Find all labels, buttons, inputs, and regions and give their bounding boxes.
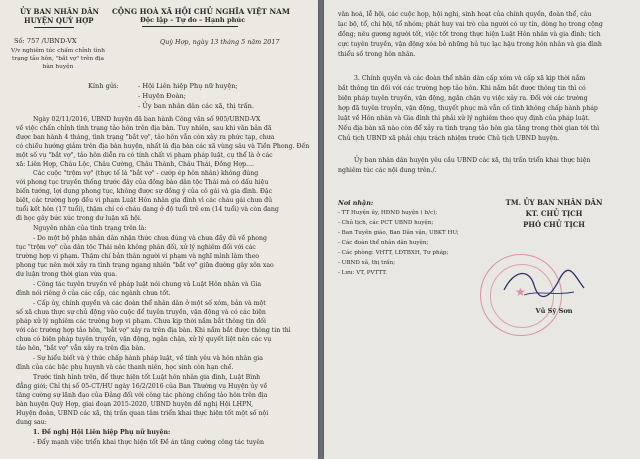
body-line: Huyện đoàn, UBND các xã, thị trấn quan tâm triển khai thực hiện tốt một số nội <box>16 410 269 417</box>
body-line: 1. Đề nghị Hội Liên hiệp Phụ nữ huyện: <box>33 429 171 436</box>
body-line: Các cuộc "trộm vợ" (thực tế là "bắt vợ" - cướp ép hôn nhân) không đúng <box>33 170 259 177</box>
body-line: có chiều hướng giảm trên địa bàn huyện, nhất là địa bàn các xã vùng sâu và Tiền Phong. Đến <box>16 143 310 150</box>
body-line: xã: Liên Hợp, Châu Lộc, Châu Cường, Châu Thành, Châu Thái, Đồng Hợp.... <box>16 161 255 168</box>
body-line: biện pháp tuyên truyền, vận động, ngăn chặn vụ việc xảy ra. Đối với các trường <box>338 95 588 102</box>
signature-org: TM. ỦY BAN NHÂN DÂN <box>505 198 603 207</box>
recipient-item: - UBND xã, thị trấn; <box>338 260 395 266</box>
body-line: trường hợp vi phạm. Thậm chí bản thân người vi phạm và nghĩ mình làm theo <box>16 253 260 260</box>
body-line: hợp đã tuyên truyền, vận động, thuyết phục mà vẫn cố tình không chấp hành pháp <box>338 105 598 112</box>
document-number: Số: 757 /UBND-VX <box>14 37 77 45</box>
document-page-right <box>324 0 640 459</box>
body-line: tăng cường sự lãnh đạo của Đảng đối với công tác phòng chống tảo hôn trên địa <box>16 392 268 399</box>
body-line: 3. Chính quyền và các đoàn thể nhân dân cấp xóm và cấp xã kịp thời nắm <box>354 75 586 82</box>
recipients-title: Nơi nhận: <box>338 199 374 207</box>
body-line: Chủ tịch UBND xã phải chịu trách nhiệm trước Chủ tịch UBND huyện. <box>338 135 560 142</box>
org-district: HUYỆN QUỲ HỢP <box>24 16 94 25</box>
signature-role: KT. CHỦ TỊCH <box>525 209 583 218</box>
nation-motto: Độc lập – Tự do – Hạnh phúc <box>140 16 246 24</box>
subject-line-2: trạng tảo hôn, "bắt vợ" trên địa <box>11 56 104 62</box>
body-line: đình của các bậc phụ huynh và các thanh niên, học sinh còn hạn chế. <box>16 364 234 371</box>
recipient-item: - Ban Tuyên giáo, Ban Dân vận, UBKT HU; <box>338 230 459 236</box>
org-underline <box>34 27 74 28</box>
body-line: với các trường hợp tảo hôn, "bắt vợ" xảy ra trên địa bàn. Khi nắm bắt được thông tin thì <box>16 327 291 334</box>
body-line: luật về Hôn nhân và Gia đình thì phải xử lý nghiêm theo quy định của pháp luật. <box>338 115 590 122</box>
body-line: Nguyên nhân của tình trạng trên là: <box>33 225 147 232</box>
body-line: bàn huyện Quỳ Hợp, giai đoạn 2015-2020, UBND huyện đề nghị Hội LHPN, <box>16 401 254 408</box>
body-line: - Do một bộ phận nhân dân nhận thức chưa đúng và chưa đầy đủ về phong <box>33 235 267 242</box>
body-line: thiểu số trong hôn nhân. <box>338 51 416 58</box>
signer-name: Vũ Sỹ Sơn <box>535 307 573 315</box>
date-line: Quỳ Hợp, ngày 13 tháng 5 năm 2017 <box>160 38 280 46</box>
body-line: biến tướng, lợi dụng phong tục, không được sự đồng ý của cô gái và gia đình. Đặc <box>16 188 273 195</box>
body-line: đồng; nêu gương người tốt, việc tốt trong thực hiện Luật Hôn nhân và gia đình; tích <box>338 31 601 38</box>
recipient-item: - Lưu: VT, PVTTT. <box>338 270 387 276</box>
body-line: lạc bộ, tổ, chi hội, tổ nhóm; phát huy vai trò của người có uy tín, dòng họ trong cộng <box>338 21 603 28</box>
recipients-label: Kính gửi: <box>88 82 119 90</box>
body-line: được ban hành 4 tháng, tình trạng "bắt vợ", tảo hôn vẫn còn xảy ra phức tạp, chưa <box>16 134 275 141</box>
body-line: - Sự hiểu biết và ý thức chấp hành pháp luật, về tính yêu và hôn nhân gia <box>33 355 263 362</box>
recipient-item: - Chủ tịch, các PCT UBND huyện; <box>338 220 434 226</box>
handwritten-signature <box>494 260 594 310</box>
recipient-item: - Huyện Đoàn; <box>138 92 186 100</box>
recipient-item: - TT Huyện ủy, HĐND huyện ( b/c); <box>338 210 438 216</box>
body-line: - Đẩy mạnh việc triển khai thực hiện tốt Đề án tăng cường công tác tuyên <box>33 439 265 446</box>
recipient-item: - Các đoàn thể nhân dân huyện; <box>338 240 429 246</box>
body-line: số xã chưa thực sự chủ động vào cuộc để tuyên truyền, vận động và có các biện <box>16 309 266 316</box>
body-line: đẳng giới; Chỉ thị số 05-CT/HU ngày 16/2/2016 của Ban Thường vụ Huyện ủy về <box>16 383 268 390</box>
body-line: chưa có biện pháp tuyên truyền, vận động, ngăn chặn, xử lý quyết liệt nên các vụ <box>16 336 272 343</box>
subject-line-3: bàn huyện <box>42 64 74 70</box>
body-line: Nếu địa bàn xã nào còn để xảy ra tình trạng tảo hôn gia tăng trong thời gian tới thì <box>338 125 600 132</box>
recipient-item: - Các phòng: VHTT, LĐTBXH, Tư pháp; <box>338 250 449 256</box>
body-line: Trước tình hình trên, để thực hiện tốt Luật hôn nhân gia đình, Luật Bình <box>33 374 261 381</box>
body-line: cực tuyên truyền, vận động xóa bỏ những hủ tục lạc hậu trong hôn nhân và gia đình <box>338 41 602 48</box>
body-line: với phong tục truyền thống trước đây của đồng bào dân tộc Thái mà có dấu hiệu <box>16 179 269 186</box>
body-line: - Cấp ủy, chính quyền và các đoàn thể nhân dân ở một số xóm, bản và một <box>33 300 266 307</box>
recipient-item: - Hội Liên hiệp Phụ nữ huyện; <box>138 82 238 90</box>
body-line: bắt thông tin đối với các trường hợp tảo hôn. Khi nắm bắt được thông tin thì có <box>338 85 586 92</box>
body-line: về việc chấn chỉnh tình trạng tảo hôn trên địa bàn. Tuy nhiên, sau khi văn bản đã <box>16 125 272 132</box>
subject-line-1: V/v nghiêm túc chấm chỉnh tình <box>11 48 105 54</box>
body-line: tục "trộm vợ" của dân tộc Thái nên không phân đối, xử lý nghiêm đối với các <box>16 244 256 251</box>
body-line: - Công tác tuyên truyền về pháp luật nói chung và Luật Hôn nhân và Gia <box>33 281 262 288</box>
body-line: Ủy ban nhân dân huyện yêu cầu UBND các xã, thị trấn triển khai thực hiện <box>354 157 591 164</box>
body-line: phong tục nên mới xảy ra tình trạng ngang nhiên "bắt vợ" giữa đường gây xôn xao <box>16 262 274 269</box>
recipient-item: - Ủy ban nhân dân các xã, thị trấn. <box>138 102 254 110</box>
body-line: một số vụ "bắt vợ", tảo hôn diễn ra có tính chất vi phạm pháp luật, cụ thể là ở các <box>16 152 273 159</box>
signature-title: PHÓ CHỦ TỊCH <box>523 220 585 229</box>
official-seal-stamp: ★ <box>480 254 562 336</box>
nation-title: CỘNG HOÀ XÃ HỘI CHỦ NGHĨA VIỆT NAM <box>112 7 290 16</box>
body-line: nghiêm túc các nội dung trên./. <box>338 167 437 174</box>
body-line: dư luận trong thời gian vừa qua. <box>16 271 118 278</box>
body-line: biệt, các trường hợp đều vi phạm Luật Hôn nhân gia đình vì các cháu gái chưa đủ <box>16 197 273 204</box>
body-line: tuổi kết hôn (17 tuổi), thậm chí có cháu đang ở độ tuổi trẻ em (14 tuổi) và còn đang <box>16 206 279 213</box>
body-line: tảo hôn, "bắt vợ" vẫn xảy ra trên địa bàn. <box>16 345 146 352</box>
body-line: đi học gây bức xúc trong dư luận xã hội. <box>16 215 142 222</box>
org-name: ỦY BAN NHÂN DÂN <box>20 7 99 16</box>
body-line: dung sau: <box>16 419 47 426</box>
body-line: pháp xử lý nghiêm các trường hợp vi phạm. Chưa kịp thời nắm bắt thông tin đối <box>16 318 267 325</box>
body-line: đình nói riêng ở của các cấp, các ngành chưa tốt. <box>16 290 171 297</box>
motto-underline <box>142 26 238 27</box>
body-line: văn hoá, lễ hội, các cuộc họp, hội nghị, sinh hoạt của chính quyền, đoàn thể, câu <box>338 11 592 18</box>
document-page-left <box>0 0 318 459</box>
body-line: Ngày 02/11/2016, UBND huyện đã ban hành Công văn số 905/UBND-VX <box>33 116 261 123</box>
